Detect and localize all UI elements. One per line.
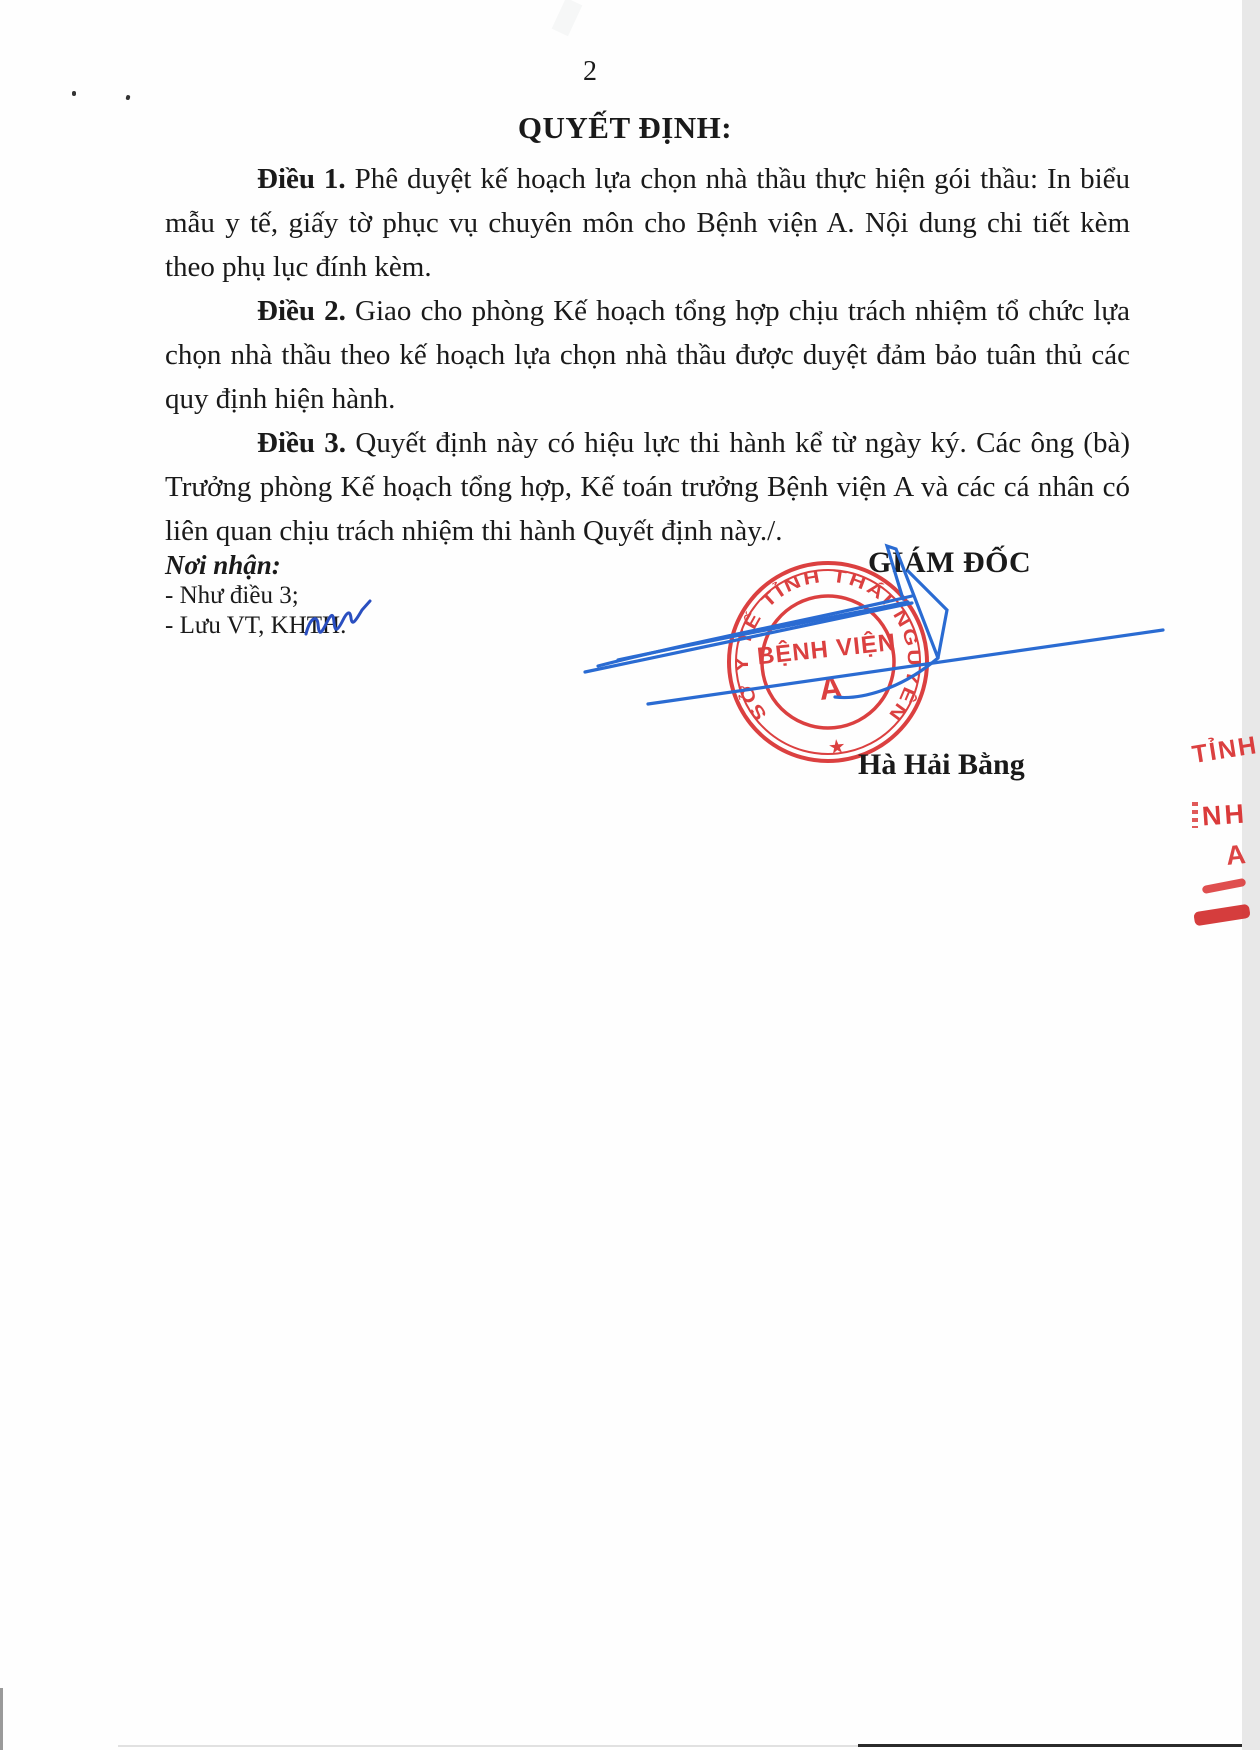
page-number: 2 (583, 56, 597, 87)
signature-strokes (585, 546, 1163, 704)
edge-stamp-text-2: NH (1200, 798, 1248, 832)
article-3-label: Điều 3. (257, 427, 347, 459)
document-title: QUYẾT ĐỊNH: (517, 110, 733, 145)
article-2-label: Điều 2. (257, 295, 346, 327)
scan-speck (72, 91, 76, 96)
edge-stamp-streak (1193, 904, 1251, 927)
scan-edge-line (118, 1745, 860, 1747)
signer-name: Hà Hải Bằng (858, 748, 1025, 781)
stamp-star-icon: ★ (828, 736, 846, 758)
edge-stamp-text-3: A (1224, 839, 1247, 871)
signer-role: GIÁM ĐỐC (868, 546, 1032, 579)
scan-edge-strip (0, 1688, 3, 1750)
paraph-mark (300, 596, 378, 644)
recipient-item: - Lưu VT, KHTH. (165, 612, 347, 639)
article-1 (165, 157, 1130, 289)
article-2-text: Giao cho phòng Kế hoạch tổng hợp chịu trách nhiệm tổ chức lựa chọn nhà thầu theo kế hoạch lựa chọn nhà thầu được duyệt đảm bảo tuân thủ các quy định hiện hành. (165, 295, 1131, 415)
scan-smudge (552, 0, 583, 36)
document-body (165, 157, 1130, 553)
edge-stamp-streak (1202, 878, 1247, 894)
article-1-label: Điều 1. (257, 163, 346, 195)
paraph-stroke (306, 601, 370, 634)
article-1-text: Phê duyệt kế hoạch lựa chọn nhà thầu thực hiện gói thầu: In biểu mẫu y tế, giấy tờ phục vụ chuyên môn cho Bệnh viện A. Nội dung chi tiết kèm theo phụ lục đính kèm. (165, 163, 1130, 283)
edge-partial-stamp (1080, 650, 1260, 950)
recipient-item: - Như điều 3; (165, 582, 299, 609)
edge-stamp-text-1: TỈNH (1190, 730, 1260, 770)
stamp-center-name: BỆNH VIỆN (755, 628, 898, 671)
recipients-heading: Nơi nhận: (165, 550, 281, 580)
stamp-ring-label: SỞ Y TẾ TỈNH THÁI NGUYÊN (731, 565, 925, 725)
scan-speck (125, 95, 130, 101)
stamp-center-letter: A (817, 668, 845, 707)
edge-stamp-dots (1192, 802, 1198, 828)
article-3-text: Quyết định này có hiệu lực thi hành kể từ ngày ký. Các ông (bà) Trưởng phòng Kế hoạch tổng hợp, Kế toán trưởng Bệnh viện A và các cá nhân có liên quan chịu trách nhiệm thi hành Quyết định này./. (165, 427, 1130, 547)
article-2 (165, 289, 1130, 421)
scan-edge-line (858, 1744, 1242, 1747)
